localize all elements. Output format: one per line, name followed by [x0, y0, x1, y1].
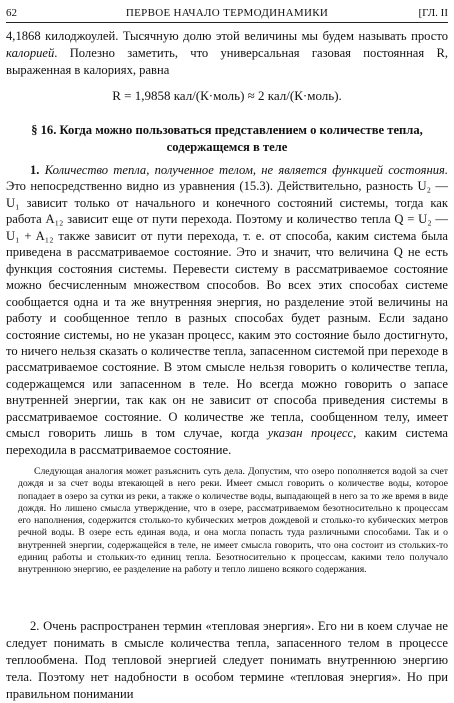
running-title: ПЕРВОЕ НАЧАЛО ТЕРМОДИНАМИКИ [125, 7, 329, 19]
chapter-label: [ГЛ. II [418, 7, 448, 19]
paragraph-2: 2. Очень распространен термин «тепловая энергия». Его ни в коем случае не следует понимать в смысле количества тепла, запасенного телом в процессе теплообмена. Под тепловой энергией следует понимать внутреннюю энергию тела. Поэтому нет надобности в особом термине «тепловая энергия». Но при правильном понимании [6, 619, 448, 701]
intro-paragraph [6, 28, 448, 79]
section-heading: § 16. Когда можно пользоваться представлением о количестве тепла, содержащемся в теле [31, 123, 423, 154]
paragraph-1-body: Это непосредственно видно из уравнения (15.3). Действительно, разность U₂ — U₁ зависит только от начального и конечного состояний системы, тогда как работа A₁₂ зависит еще от пути перехода. Поэтому и количество тепла Q = U₂ — U₁ + A₁₂ также зависит от пути перехода, т. е. от способа, каким система была приведена в рассматриваемое состояние. Это и значит, что величина Q не есть функция состояния системы. Перевести систему в рассматриваемое состояние можно бесчисленным множеством способов. Во всех этих способах системе сообщается одна и та же внутренняя энергия, но разделение этой величины на работу и сообщенное тепло в разных способах будет разным. Если задано состояние системы, но не указан процесс, каким это состояние было достигнуто, то ничего нельзя сказать о количестве тепла, запасенном системой при переходе в рассматриваемое состояние. В этом смысле нельзя говорить о количестве тепла, содержащемся или запасенном в теле. Но всегда можно говорить о запасе внутренней энергии, так как он не зависит от способа приведения системы в рассматриваемое состояние. О количестве же тепла, сообщенном телу, имеет смысл говорить лишь в том случае, когда [6, 179, 448, 441]
intro-emphasis: калорией [6, 46, 55, 60]
paragraph-1-emphasis: указан процесс, [267, 426, 357, 441]
paragraph-1-thesis: Количество тепла, полученное телом, не является функцией состояния. [44, 163, 448, 177]
intro-text-1: 4,1868 килоджоулей. Тысячную долю этой величины мы будем называть просто [6, 29, 448, 43]
paragraph-1-number: 1. [30, 163, 40, 177]
paragraph-1-end: каким система переходила в рассматриваемое состояние. [6, 426, 448, 457]
intro-text-2: . Полезно заметить, что универсальная газовая постоянная R, выраженная в калориях, равна [6, 46, 448, 77]
page-header [6, 4, 448, 22]
page-number: 62 [6, 7, 17, 19]
gas-constant-formula: R = 1,9858 кал/(К·моль) ≈ 2 кал/(К·моль). [112, 88, 342, 103]
analogy-small-print: Следующая аналогия может разъяснить суть дела. Допустим, что озеро пополняется водой за счет дождя и за счет воды втекающей в него реки. Имеет смысл говорить о количестве воды, которое попадает в озеро за сутки из реки, а также о количестве воды, выпадающей в него за то же время в виде дождя. Но лишено смысла утверждение, что в озере, рассматриваемом безотносительно к процессам его наполнения, содержится столько-то кубических метров дождевой и столько-то кубических метров речной воды. В озере есть единая вода, и она могла попасть туда различными способами. Так и о внутренней энергии, содержащейся в теле, не имеет смысла говорить, что она состоит из стольких-то единиц работы и стольких-то единиц тепла. Безотносительно к процессам, какими тело получало внутреннюю энергию, ее разделение на работу и тепло лишено всякого содержания. [18, 466, 448, 575]
paragraph-1 [6, 162, 448, 458]
header-rule [6, 22, 448, 23]
